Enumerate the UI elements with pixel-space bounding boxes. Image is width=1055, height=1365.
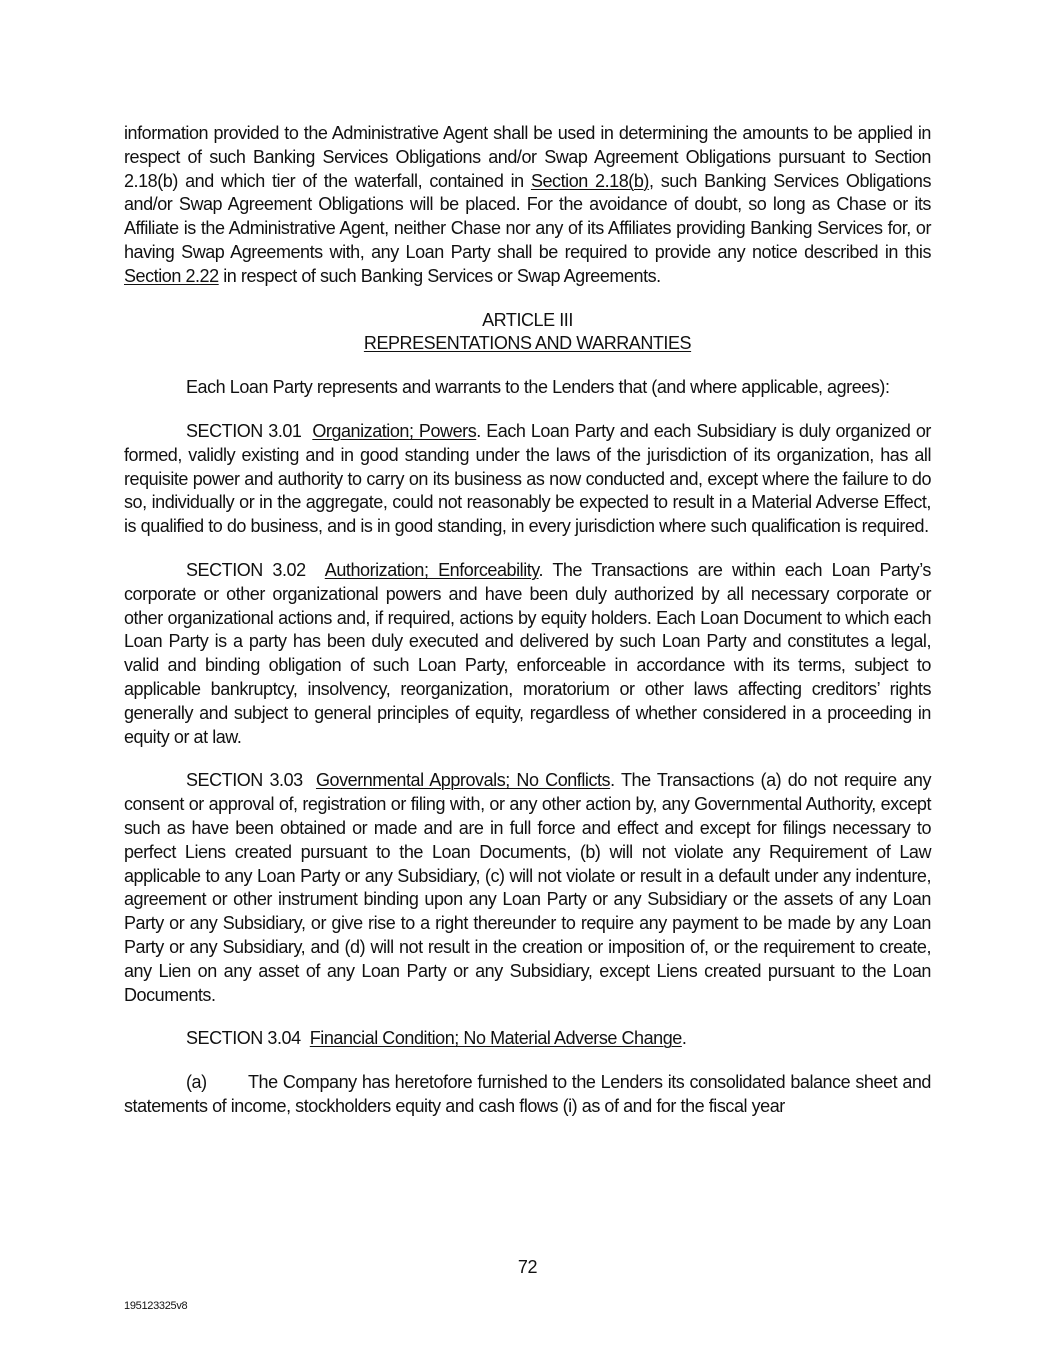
- section-2-18b-reference: Section 2.18(b): [530, 170, 649, 191]
- preamble-paragraph: Each Loan Party represents and warrants to the Lenders that (and where applicable, agrees):: [186, 377, 890, 398]
- intro-text-2: , such Banking Services Obligations and/or Swap Agreement Obligations will be placed. For the avoidance of doubt, so long as Chase or its Affiliate is the Administrative Agent, neither Chase nor any of its Affiliates providing Banking Services for, or having Swap Agreements with, any Loan Party shall be required to provide any notice described in this: [124, 170, 932, 262]
- page-body: [124, 122, 931, 1119]
- intro-text-3: in respect of such Banking Services or Swap Agreements.: [218, 265, 661, 286]
- section-body: . Each Loan Party and each Subsidiary is duly organized or formed, validly existing and in good standing under the laws of the jurisdiction of its organization, has all requisite power and authority to carry on its business as now conducted and, except where the failure to do so, individually or in the aggregate, could not reasonably be expected to result in a Material Adverse Effect, is qualified to do business, and is in good standing, in every jurisdiction where such qualification is required.: [124, 420, 931, 537]
- article-title: REPRESENTATIONS AND WARRANTIES: [363, 333, 692, 354]
- section-number: SECTION 3.04: [186, 1028, 301, 1049]
- subsection-text: The Company has heretofore furnished to the Lenders its consolidated balance sheet and statements of income, stockholders equity and cash flows (i) as of and for the fiscal year: [124, 1072, 931, 1116]
- section-3-04: [124, 1027, 931, 1051]
- section-title: Financial Condition; No Material Adverse Change: [309, 1028, 682, 1049]
- intro-text-1: information provided to the Administrative Agent shall be used in determining the amounts to be applied in respect of such Banking Services Obligations and/or Swap Agreement Obligations pursuant to Section 2.18(b) and which tier of the waterfall, contained in: [124, 123, 931, 191]
- section-title: Governmental Approvals; No Conflicts: [315, 770, 611, 791]
- page-number: 72: [517, 1257, 538, 1277]
- section-body: . The Transactions are within each Loan Party’s corporate or other organizational powers and have been duly authorized by all necessary corporate or other organizational actions and, if required, actions by equity holders. Each Loan Document to which each Loan Party is a party has been duly executed and delivered by such Loan Party and constitutes a legal, valid and binding obligation of such Loan Party, enforceable in accordance with its terms, subject to applicable bankruptcy, insolvency, reorganization, moratorium or other laws affecting creditors’ rights generally and subject to general principles of equity, regardless of whether considered in a proceeding in equity or at law.: [124, 559, 931, 747]
- section-number: SECTION 3.01: [186, 420, 302, 441]
- section-3-02: [124, 559, 931, 749]
- section-3-01: [124, 420, 931, 539]
- subsection-a: [124, 1071, 931, 1119]
- section-body: . The Transactions (a) do not require any consent or approval of, registration or filing with, or any other action by, any Governmental Authority, except such as have been obtained or made and are in full force and effect and except for filings necessary to perfect Liens created pursuant to the Loan Documents, (b) will not violate any Requirement of Law applicable to any Loan Party or any Subsidiary, (c) will not violate or result in a default under any indenture, agreement or other instrument binding upon any Loan Party or any Subsidiary or the assets of any Loan Party or any Subsidiary, or give rise to a right thereunder to require any payment to be made by any Loan Party or any Subsidiary, and (d) will not result in the creation or imposition of, or the requirement to create, any Lien on any asset of any Loan Party or any Subsidiary, except Liens created pursuant to the Loan Documents.: [124, 770, 931, 1005]
- section-2-22-reference: Section 2.22: [124, 265, 219, 286]
- section-3-03: [124, 769, 931, 1007]
- subsection-label: (a): [186, 1072, 207, 1093]
- section-body: .: [681, 1028, 687, 1049]
- intro-paragraph: [124, 122, 931, 289]
- document-id: 195123325v8: [124, 1300, 188, 1312]
- section-number: SECTION 3.02: [186, 559, 306, 580]
- article-number: ARTICLE III: [482, 309, 573, 330]
- section-title: Authorization; Enforceability: [324, 559, 539, 580]
- article-heading: [124, 309, 931, 357]
- section-title: Organization; Powers: [312, 420, 477, 441]
- section-number: SECTION 3.03: [186, 770, 303, 791]
